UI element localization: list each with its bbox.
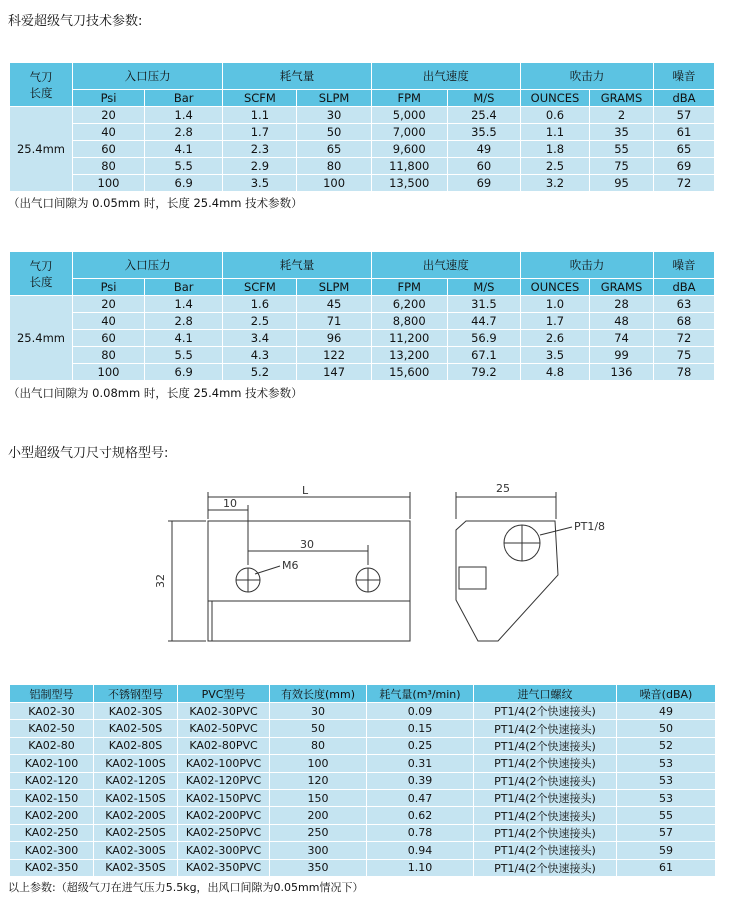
data-cell: 5,000	[371, 107, 447, 124]
data-cell: 2.3	[223, 141, 297, 158]
data-cell: 95	[590, 175, 654, 192]
header-cell: 有效长度(mm)	[270, 685, 367, 703]
data-cell: 50	[617, 720, 716, 737]
unit-cell: SCFM	[223, 279, 297, 296]
data-cell: 6.9	[145, 175, 223, 192]
data-cell: 40	[72, 313, 144, 330]
data-cell: 0.47	[367, 789, 474, 806]
header-cell: 入口压力	[72, 252, 222, 279]
data-cell: PT1/4(2个快速接头)	[474, 720, 617, 737]
data-cell: 75	[590, 158, 654, 175]
data-cell: KA02-200	[10, 807, 94, 824]
header-cell: 耗气量(m³/min)	[367, 685, 474, 703]
data-cell: KA02-50	[10, 720, 94, 737]
data-cell: 80	[72, 347, 144, 364]
data-cell: 0.78	[367, 824, 474, 841]
data-cell: 4.8	[520, 364, 589, 381]
table-row	[10, 807, 716, 824]
table-row	[10, 720, 716, 737]
data-cell: 4.1	[145, 141, 223, 158]
data-cell: 4.1	[145, 330, 223, 347]
data-cell: 13,500	[371, 175, 447, 192]
data-cell: 40	[72, 124, 144, 141]
data-cell: 72	[654, 175, 715, 192]
header-cell: 铝制型号	[10, 685, 94, 703]
table-row	[10, 737, 716, 754]
data-cell: 350	[270, 859, 367, 876]
data-cell: KA02-300PVC	[178, 842, 270, 859]
data-cell: PT1/4(2个快速接头)	[474, 859, 617, 876]
spec-table-note: 以上参数:（超级气刀在进气压力5.5kg，出风口间隙为0.05mm情况下）	[8, 881, 364, 894]
header-cell: 出气速度	[371, 252, 520, 279]
header-cell: 噪音(dBA)	[617, 685, 716, 703]
data-cell: PT1/4(2个快速接头)	[474, 703, 617, 720]
data-cell: 2.8	[145, 124, 223, 141]
data-cell: KA02-100S	[94, 755, 178, 772]
unit-cell: SCFM	[223, 90, 297, 107]
unit-cell: FPM	[371, 279, 447, 296]
data-cell: KA02-30	[10, 703, 94, 720]
data-cell: 300	[270, 842, 367, 859]
unit-cell: Psi	[72, 279, 144, 296]
table-row	[10, 296, 715, 313]
data-cell: KA02-350PVC	[178, 859, 270, 876]
data-cell: 60	[72, 141, 144, 158]
data-cell: 63	[654, 296, 715, 313]
data-cell: 50	[270, 720, 367, 737]
unit-cell: SLPM	[297, 279, 371, 296]
data-cell: 250	[270, 824, 367, 841]
table-row	[10, 158, 715, 175]
unit-cell: Psi	[72, 90, 144, 107]
unit-cell: FPM	[371, 90, 447, 107]
data-cell: 100	[72, 175, 144, 192]
data-cell: 0.6	[520, 107, 589, 124]
data-cell: KA02-350	[10, 859, 94, 876]
data-cell: 45	[297, 296, 371, 313]
data-cell: KA02-250PVC	[178, 824, 270, 841]
header-cell: 气刀长度	[10, 63, 73, 107]
data-cell: KA02-200S	[94, 807, 178, 824]
data-cell: 100	[72, 364, 144, 381]
data-cell: 1.4	[145, 107, 223, 124]
data-cell: 53	[617, 772, 716, 789]
data-cell: 2.5	[520, 158, 589, 175]
data-cell: 60	[72, 330, 144, 347]
data-cell: 122	[297, 347, 371, 364]
data-cell: PT1/4(2个快速接头)	[474, 842, 617, 859]
unit-cell: dBA	[654, 90, 715, 107]
data-cell: 0.31	[367, 755, 474, 772]
table-row	[10, 772, 716, 789]
data-cell: KA02-50S	[94, 720, 178, 737]
data-cell: 69	[447, 175, 520, 192]
data-cell: KA02-150	[10, 789, 94, 806]
perf-table-2	[9, 251, 715, 381]
data-cell: 71	[297, 313, 371, 330]
data-cell: 1.10	[367, 859, 474, 876]
header-cell: 噪音	[654, 252, 715, 279]
data-cell: 5.5	[145, 347, 223, 364]
data-cell: KA02-80S	[94, 737, 178, 754]
data-cell: 0.09	[367, 703, 474, 720]
data-cell: KA02-100	[10, 755, 94, 772]
heading-tech-params: 科爱超级气刀技术参数:	[8, 14, 143, 29]
data-cell: 44.7	[447, 313, 520, 330]
data-cell: 59	[617, 842, 716, 859]
table-row	[10, 330, 715, 347]
unit-cell: GRAMS	[590, 279, 654, 296]
data-cell: 136	[590, 364, 654, 381]
data-cell: 120	[270, 772, 367, 789]
data-cell: 1.1	[520, 124, 589, 141]
dim-25-label: 25	[496, 482, 510, 495]
data-cell: 1.1	[223, 107, 297, 124]
data-cell: KA02-200PVC	[178, 807, 270, 824]
data-cell: PT1/4(2个快速接头)	[474, 772, 617, 789]
table-row	[10, 364, 715, 381]
data-cell: 49	[447, 141, 520, 158]
data-cell: KA02-250S	[94, 824, 178, 841]
data-cell: 79.2	[447, 364, 520, 381]
header-cell: 吹击力	[520, 63, 653, 90]
data-cell: 30	[270, 703, 367, 720]
unit-cell: SLPM	[297, 90, 371, 107]
data-cell: 35.5	[447, 124, 520, 141]
data-cell: 80	[270, 737, 367, 754]
data-cell: 6.9	[145, 364, 223, 381]
data-cell: KA02-250	[10, 824, 94, 841]
unit-cell: OUNCES	[520, 279, 589, 296]
data-cell: 75	[654, 347, 715, 364]
data-cell: 72	[654, 330, 715, 347]
data-cell: 25.4	[447, 107, 520, 124]
unit-cell: GRAMS	[590, 90, 654, 107]
data-cell: KA02-50PVC	[178, 720, 270, 737]
perf-table-1	[9, 62, 715, 192]
perf-table-2-note: （出气口间隙为 0.08mm 时，长度 25.4mm 技术参数）	[8, 386, 303, 400]
data-cell: 4.3	[223, 347, 297, 364]
table-row	[10, 842, 716, 859]
header-cell: 吹击力	[520, 252, 653, 279]
side-view-body	[456, 521, 558, 641]
dim-10-label: 10	[223, 497, 237, 510]
data-cell: 78	[654, 364, 715, 381]
data-cell: 6,200	[371, 296, 447, 313]
data-cell: KA02-120PVC	[178, 772, 270, 789]
header-cell: PVC型号	[178, 685, 270, 703]
table-row	[10, 175, 715, 192]
data-cell: 1.7	[223, 124, 297, 141]
data-cell: KA02-300	[10, 842, 94, 859]
table-row	[10, 755, 716, 772]
spec-table	[9, 684, 716, 877]
data-cell: 56.9	[447, 330, 520, 347]
dim-L-label: L	[302, 484, 309, 497]
table-row	[10, 313, 715, 330]
unit-cell: OUNCES	[520, 90, 589, 107]
data-cell: 5.2	[223, 364, 297, 381]
header-cell: 出气速度	[371, 63, 520, 90]
data-cell: 68	[654, 313, 715, 330]
data-cell: KA02-100PVC	[178, 755, 270, 772]
header-cell: 气刀长度	[10, 252, 73, 296]
data-cell: PT1/4(2个快速接头)	[474, 737, 617, 754]
data-cell: 100	[270, 755, 367, 772]
data-cell: 55	[590, 141, 654, 158]
unit-cell: Bar	[145, 90, 223, 107]
data-cell: 1.7	[520, 313, 589, 330]
data-cell: 30	[297, 107, 371, 124]
header-cell: 耗气量	[223, 63, 371, 90]
data-cell: 7,000	[371, 124, 447, 141]
data-cell: 15,600	[371, 364, 447, 381]
data-cell: 5.5	[145, 158, 223, 175]
data-cell: 55	[617, 807, 716, 824]
data-cell: 147	[297, 364, 371, 381]
header-cell: 入口压力	[72, 63, 222, 90]
data-cell: 11,200	[371, 330, 447, 347]
data-cell: 0.25	[367, 737, 474, 754]
table-row	[10, 789, 716, 806]
data-cell: 1.0	[520, 296, 589, 313]
data-cell: 50	[297, 124, 371, 141]
data-cell: 20	[72, 107, 144, 124]
data-cell: 9,600	[371, 141, 447, 158]
dim-32-label: 32	[154, 574, 167, 588]
data-cell: 2.6	[520, 330, 589, 347]
data-cell: 60	[447, 158, 520, 175]
m6-label: M6	[282, 559, 299, 572]
data-cell: 53	[617, 755, 716, 772]
heading-dimensions: 小型超级气刀尺寸规格型号:	[8, 446, 169, 461]
header-cell: 不锈钢型号	[94, 685, 178, 703]
data-cell: 2	[590, 107, 654, 124]
data-cell: 0.62	[367, 807, 474, 824]
data-cell: KA02-30S	[94, 703, 178, 720]
table-row	[10, 859, 716, 876]
unit-cell: M/S	[447, 90, 520, 107]
data-cell: 74	[590, 330, 654, 347]
data-cell: 20	[72, 296, 144, 313]
data-cell: 3.5	[520, 347, 589, 364]
header-cell: 进气口螺纹	[474, 685, 617, 703]
data-cell: 1.4	[145, 296, 223, 313]
data-cell: 65	[297, 141, 371, 158]
data-cell: 3.2	[520, 175, 589, 192]
length-cell: 25.4mm	[10, 107, 73, 192]
data-cell: KA02-120	[10, 772, 94, 789]
table-row	[10, 141, 715, 158]
unit-cell: Bar	[145, 279, 223, 296]
length-cell: 25.4mm	[10, 296, 73, 381]
perf-table-1-note: （出气口间隙为 0.05mm 时，长度 25.4mm 技术参数）	[8, 196, 303, 210]
data-cell: 8,800	[371, 313, 447, 330]
data-cell: 100	[297, 175, 371, 192]
data-cell: 61	[617, 859, 716, 876]
data-cell: 2.8	[145, 313, 223, 330]
data-cell: PT1/4(2个快速接头)	[474, 824, 617, 841]
data-cell: 67.1	[447, 347, 520, 364]
data-cell: KA02-120S	[94, 772, 178, 789]
data-cell: PT1/4(2个快速接头)	[474, 807, 617, 824]
data-cell: 0.39	[367, 772, 474, 789]
data-cell: 150	[270, 789, 367, 806]
data-cell: KA02-30PVC	[178, 703, 270, 720]
header-cell: 噪音	[654, 63, 715, 90]
table-row	[10, 824, 716, 841]
data-cell: KA02-350S	[94, 859, 178, 876]
data-cell: KA02-150S	[94, 789, 178, 806]
data-cell: 13,200	[371, 347, 447, 364]
data-cell: 52	[617, 737, 716, 754]
data-cell: 69	[654, 158, 715, 175]
data-cell: 80	[72, 158, 144, 175]
data-cell: 99	[590, 347, 654, 364]
data-cell: 0.94	[367, 842, 474, 859]
data-cell: PT1/4(2个快速接头)	[474, 755, 617, 772]
data-cell: 2.9	[223, 158, 297, 175]
data-cell: 96	[297, 330, 371, 347]
data-cell: 80	[297, 158, 371, 175]
data-cell: 1.6	[223, 296, 297, 313]
table-row	[10, 703, 716, 720]
data-cell: KA02-80PVC	[178, 737, 270, 754]
table-row	[10, 107, 715, 124]
header-cell: 耗气量	[223, 252, 371, 279]
data-cell: 57	[654, 107, 715, 124]
unit-cell: M/S	[447, 279, 520, 296]
data-cell: PT1/4(2个快速接头)	[474, 789, 617, 806]
data-cell: 57	[617, 824, 716, 841]
table-row	[10, 124, 715, 141]
data-cell: 49	[617, 703, 716, 720]
table-row	[10, 347, 715, 364]
data-cell: 28	[590, 296, 654, 313]
data-cell: 3.4	[223, 330, 297, 347]
data-cell: 3.5	[223, 175, 297, 192]
data-cell: 11,800	[371, 158, 447, 175]
data-cell: 1.8	[520, 141, 589, 158]
data-cell: 48	[590, 313, 654, 330]
dimension-drawing	[150, 470, 630, 660]
data-cell: 35	[590, 124, 654, 141]
data-cell: 2.5	[223, 313, 297, 330]
data-cell: KA02-150PVC	[178, 789, 270, 806]
data-cell: 200	[270, 807, 367, 824]
data-cell: KA02-300S	[94, 842, 178, 859]
data-cell: 31.5	[447, 296, 520, 313]
data-cell: 0.15	[367, 720, 474, 737]
unit-cell: dBA	[654, 279, 715, 296]
data-cell: KA02-80	[10, 737, 94, 754]
data-cell: 61	[654, 124, 715, 141]
data-cell: 53	[617, 789, 716, 806]
pt-label: PT1/8	[574, 520, 606, 533]
data-cell: 65	[654, 141, 715, 158]
dim-30-label: 30	[300, 538, 314, 551]
